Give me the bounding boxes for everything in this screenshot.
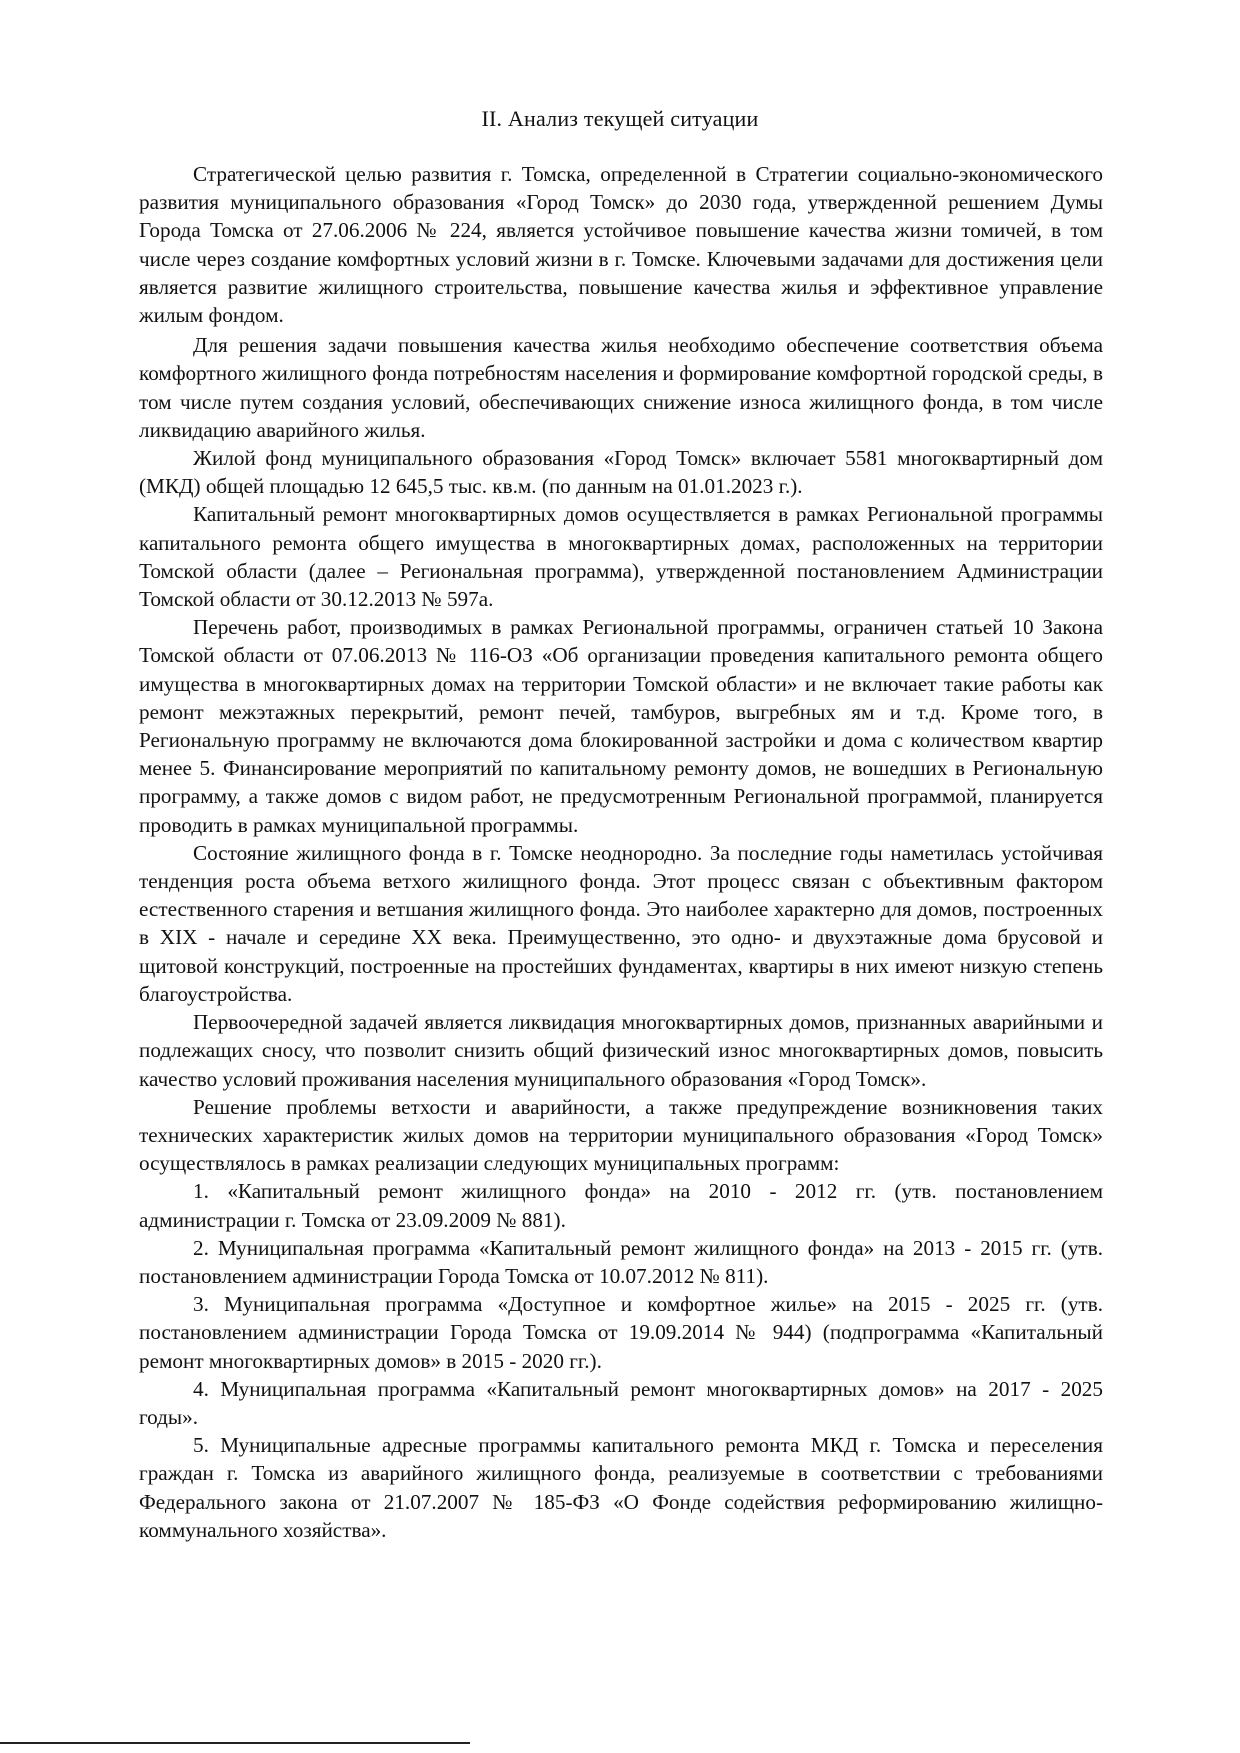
paragraph-capital-repair: Капитальный ремонт многоквартирных домов осуществляется в рамках Региональной программы капитального ремонта общего имущества в многоквартирных домах, расположенных на территории Томской области (далее – Региональная программа), утвержденной постановлением Администрации Томской области от 30.12.2013 № 597а. xyxy=(139,502,1103,612)
page-bottom-rule xyxy=(0,1742,470,1744)
paragraph-priority-task: Первоочередной задачей является ликвидация многоквартирных домов, признанных аварийными и подлежащих сносу, что позволит снизить общий физический износ многоквартирных домов, повысить качество условий проживания населения муниципального образования «Город Томск». xyxy=(139,1010,1103,1091)
paragraph-housing-condition: Состояние жилищного фонда в г. Томске неоднородно. За последние годы наметилась устойчивая тенденция роста объема ветхого жилищного фонда. Этот процесс связан с объективным фактором естественного старения и ветшания жилищного фонда. Это наиболее характерно для домов, построенных в XIX - начале и середине XX века. Преимущественно, это одно- и двухэтажные дома брусовой и щитовой конструкций, построенные на простейших фундаментах, квартиры в них имеют низкую степень благоустройства. xyxy=(139,840,1103,1006)
program-list-item: 4. Муниципальная программа «Капитальный ремонт многоквартирных домов» на 2017 - 2025 годы». xyxy=(139,1376,1103,1429)
program-list-item: 3. Муниципальная программа «Доступное и комфортное жилье» на 2015 - 2025 гг. (утв. постановлением администрации Города Томска от 19.09.2014 № 944) (подпрограмма «Капитальный ремонт многоквартирных домов» в 2015 - 2020 гг.). xyxy=(139,1292,1103,1373)
paragraph-programs-intro: Решение проблемы ветхости и аварийности, а также предупреждение возникновения таких технических характеристик жилых домов на территории муниципального образования «Город Томск» осуществлялось в рамках реализации следующих муниципальных программ: xyxy=(139,1094,1103,1176)
paragraph-works-list: Перечень работ, производимых в рамках Региональной программы, ограничен статьей 10 Закона Томской области от 07.06.2013 № 116-ОЗ «Об организации проведения капитального ремонта общего имущества в многоквартирных домах на территории Томской области» и не включает такие работы как ремонт межэтажных перекрытий, ремонт печей, тамбуров, выгребных ям и т.д. Кроме того, в Региональную программу не включаются дома блокированной застройки и дома с количеством квартир менее 5. Финансирование мероприятий по капитальному ремонту домов, не вошедших в Региональную программу, а также домов с видом работ, не предусмотренным Региональной программой, планируется проводить в рамках муниципальной программы. xyxy=(139,615,1103,837)
paragraph-strategic-goal: Стратегической целью развития г. Томска, определенной в Стратегии социально-экономического развития муниципального образования «Город Томск» до 2030 года, утвержденной решением Думы Города Томска от 27.06.2006 № 224, является устойчивое повышение качества жизни томичей, в том числе через создание комфортных условий жизни в г. Томске. Ключевыми задачами для достижения цели является развитие жилищного строительства, повышение качества жилья и эффективное управление жилым фондом. xyxy=(139,162,1103,328)
program-list-item: 2. Муниципальная программа «Капитальный ремонт жилищного фонда» на 2013 - 2015 гг. (утв. постановлением администрации Города Томска от 10.07.2012 № 811). xyxy=(139,1235,1103,1288)
paragraph-housing-stock: Жилой фонд муниципального образования «Город Томск» включает 5581 многоквартирный дом (МКД) общей площадью 12 645,5 тыс. кв.м. (по данным на 01.01.2023 г.). xyxy=(139,446,1103,499)
paragraph-housing-quality: Для решения задачи повышения качества жилья необходимо обеспечение соответствия объема комфортного жилищного фонда потребностям населения и формирование комфортной городской среды, в том числе путем создания условий, обеспечивающих снижение износа жилищного фонда, в том числе ликвидацию аварийного жилья. xyxy=(139,333,1103,442)
program-list-item: 5. Муниципальные адресные программы капитального ремонта МКД г. Томска и переселения граждан г. Томска из аварийного жилищного фонда, реализуемые в соответствии с требованиями Федерального закона от 21.07.2007 № 185-ФЗ «О Фонде содействия реформированию жилищно-коммунального хозяйства». xyxy=(139,1433,1103,1542)
document-body xyxy=(139,160,1103,1544)
program-list-item: 1. «Капитальный ремонт жилищного фонда» на 2010 - 2012 гг. (утв. постановлением администрации г. Томска от 23.09.2009 № 881). xyxy=(139,1179,1103,1232)
section-heading: II. Анализ текущей ситуации xyxy=(481,106,759,131)
